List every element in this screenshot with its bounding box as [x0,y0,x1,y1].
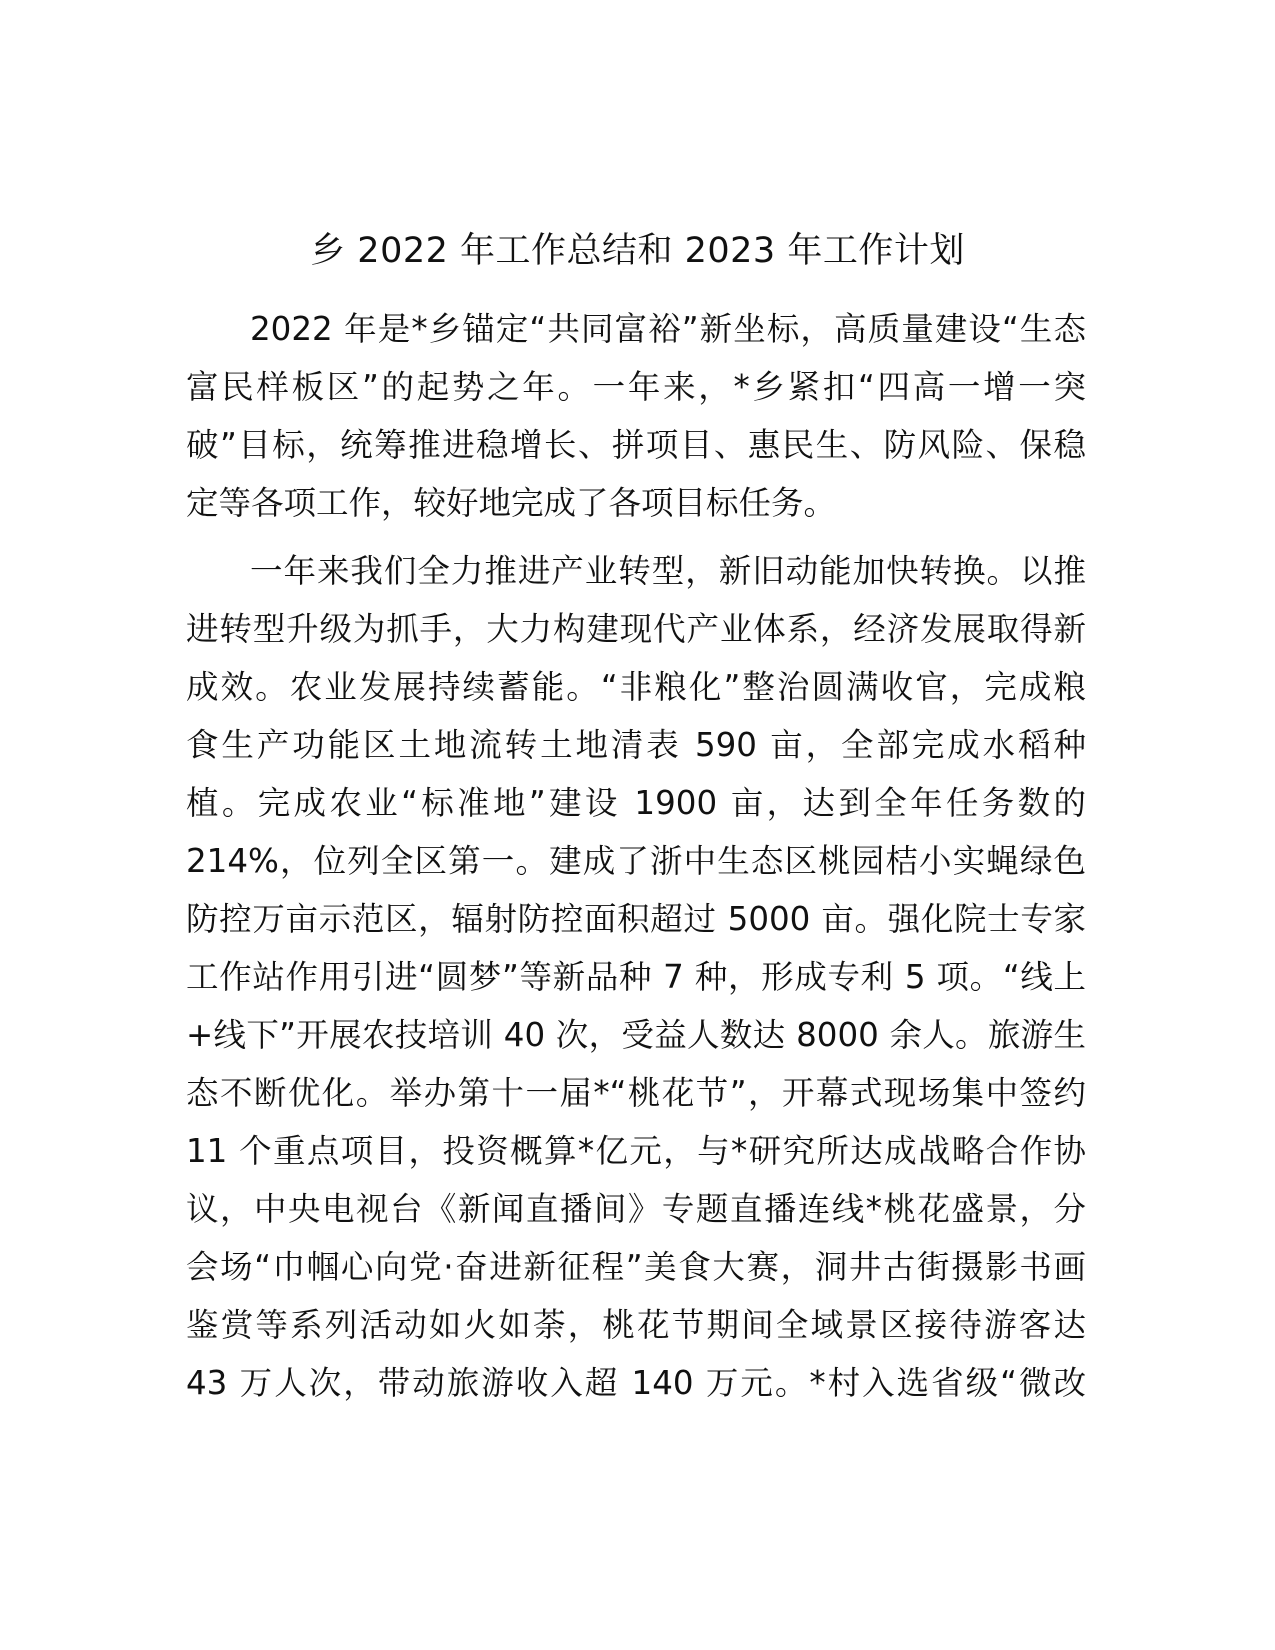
paragraph-line: 工作站作用引进“圆梦”等新品种 7 种，形成专利 5 项。“线上 [186,958,1086,996]
paragraph-line: +线下”开展农技培训 40 次，受益人数达 8000 余人。旅游生 [186,1016,1086,1054]
paragraph-line: 11 个重点项目，投资概算*亿元，与*研究所达成战略合作协 [186,1132,1086,1170]
paragraph-line: 鉴赏等系列活动如火如荼，桃花节期间全域景区接待游客达 [186,1306,1086,1344]
paragraph-line: 定等各项工作，较好地完成了各项目标任务。 [186,484,837,522]
paragraph-line: 进转型升级为抓手，大力构建现代产业体系，经济发展取得新 [186,610,1086,648]
paragraph-line: 态不断优化。举办第十一届*“桃花节”，开幕式现场集中签约 [186,1074,1086,1112]
paragraph-line: 食生产功能区土地流转土地清表 590 亩，全部完成水稻种 [186,726,1086,764]
paragraph-intro [186,300,1086,532]
paragraph-line: 一年来我们全力推进产业转型，新旧动能加快转换。以推 [250,552,1086,590]
paragraph-line: 植。完成农业“标准地”建设 1900 亩，达到全年任务数的 [186,784,1086,822]
paragraph-line: 议，中央电视台《新闻直播间》专题直播连线*桃花盛景，分 [186,1190,1086,1228]
paragraph-line: 会场“巾帼心向党·奋进新征程”美食大赛，洞井古街摄影书画 [186,1248,1086,1286]
paragraph-line: 成效。农业发展持续蓄能。“非粮化”整治圆满收官，完成粮 [186,668,1086,706]
paragraph-line: 214%，位列全区第一。建成了浙中生态区桃园桔小实蝇绿色 [186,842,1086,880]
paragraph-line: 2022 年是*乡锚定“共同富裕”新坐标，高质量建设“生态 [250,310,1086,348]
paragraph-industry [186,542,1086,1412]
paragraph-line: 富民样板区”的起势之年。一年来，*乡紧扣“四高一增一突 [186,368,1086,406]
paragraph-line: 43 万人次，带动旅游收入超 140 万元。*村入选省级“微改 [186,1364,1086,1402]
paragraph-line: 防控万亩示范区，辐射防控面积超过 5000 亩。强化院士专家 [186,900,1086,938]
document-title: 乡 2022 年工作总结和 2023 年工作计划 [310,231,965,271]
paragraph-line: 破”目标，统筹推进稳增长、拼项目、惠民生、防风险、保稳 [186,426,1086,464]
